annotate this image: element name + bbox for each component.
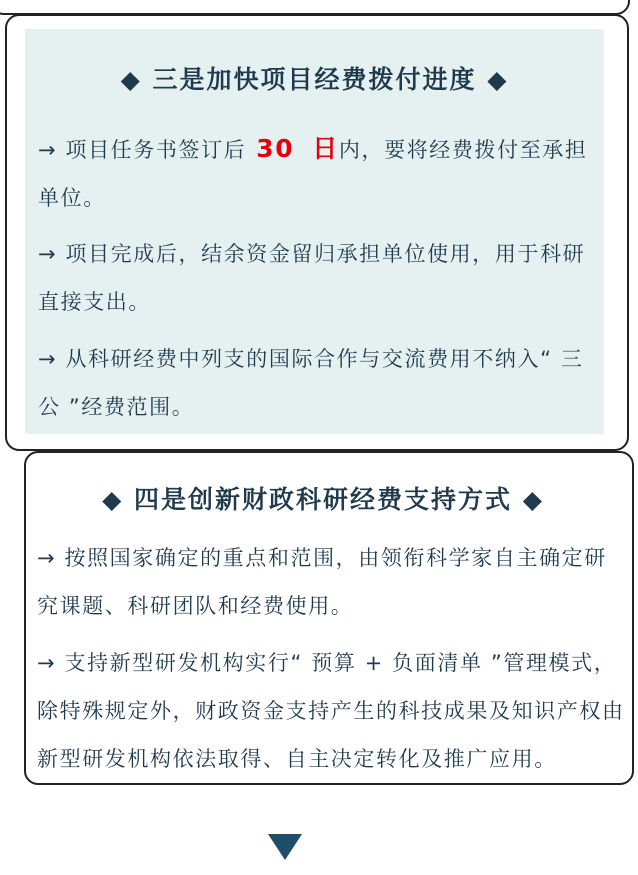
section-3-panel xyxy=(25,29,604,434)
top-frame-border xyxy=(0,0,630,15)
triangle-down-icon xyxy=(268,834,302,860)
section-3-item-1-before: → 项目任务书签订后 xyxy=(38,138,247,162)
section-4-frame xyxy=(24,451,634,785)
days-number: 30 xyxy=(256,134,295,163)
section-3-item-1-after: 内，要将经费拨付至承担单位。 xyxy=(38,138,588,210)
section-3-item-2: → 项目完成后，结余资金留归承担单位使用，用于科研直接支出。 xyxy=(38,242,586,314)
section-4-item-2: → 支持新型研发机构实行“ 预算 + 负面清单 ”管理模式，除特殊规定外，财政资金支持产生的科技成果及知识产权由新型研发机构依法取得、自主决定转化及推广应用。 xyxy=(37,651,625,771)
section-3-item-3: → 从科研经费中列支的国际合作与交流费用不纳入“ 三公 ”经费范围。 xyxy=(38,347,584,419)
section-3-title: ◆ 三是加快项目经费拨付进度 ◆ xyxy=(120,65,509,94)
section-3-item-1 xyxy=(38,125,598,222)
days-unit: 日 xyxy=(312,134,339,163)
section-4-title: ◆ 四是创新财政科研经费支持方式 ◆ xyxy=(102,485,544,514)
section-4-item-1: → 按照国家确定的重点和范围，由领衔科学家自主确定研究课题、科研团队和经费使用。 xyxy=(37,546,607,618)
